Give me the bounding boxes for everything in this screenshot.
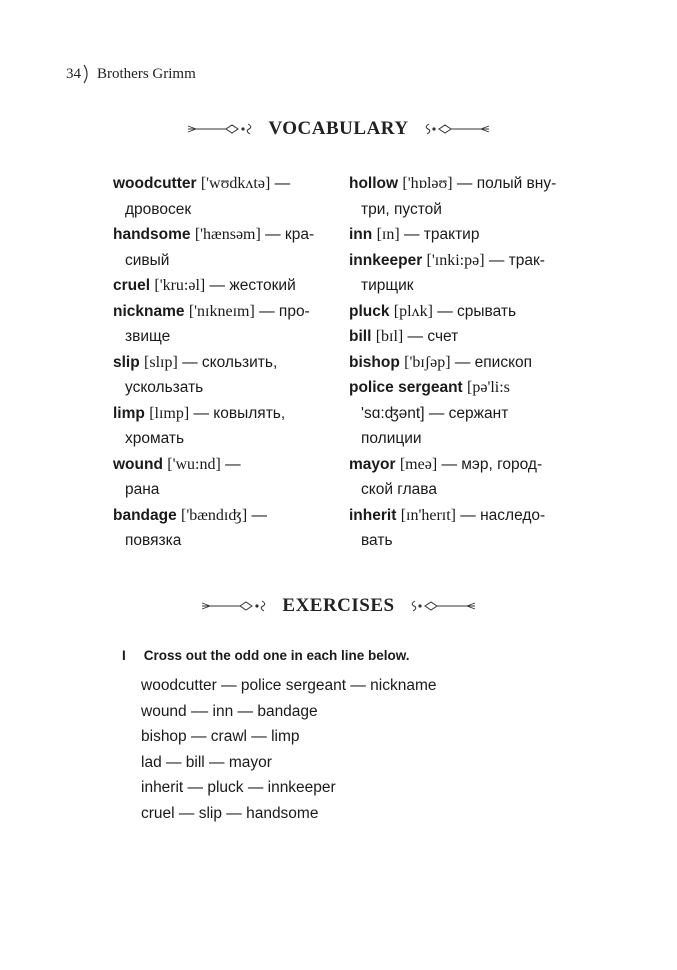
vocab-translation: — ковылять, [189, 404, 286, 422]
vocab-word: inn [349, 226, 373, 243]
vocab-transcription: ['wu:nd] [167, 455, 221, 473]
vocab-entry-line [349, 350, 579, 376]
vocabulary-title: VOCABULARY [268, 118, 409, 139]
vocabulary-right-column [349, 171, 579, 554]
vocab-entry-line [113, 222, 338, 248]
vocab-word: hollow [349, 175, 399, 192]
vocab-translation-continued: тирщик [361, 277, 414, 294]
vocab-translation: — [220, 455, 241, 473]
vocab-transcription: ['ɪnki:pə] [426, 251, 485, 269]
vocab-word: bandage [113, 506, 177, 524]
vocab-translation-continued: полиции [361, 430, 422, 447]
task-instruction: Cross out the odd one in each line below. [143, 648, 410, 663]
vocab-entry-line [113, 452, 338, 478]
vocab-translation: — трак- [484, 251, 545, 269]
vocab-translation: — счет [403, 328, 459, 345]
exercise-word-line: wound –– inn — bandage [141, 702, 318, 720]
vocab-translation: — [270, 175, 291, 192]
page-number: 34 [66, 65, 81, 82]
vocab-word: limp [113, 404, 145, 422]
vocab-word: cruel [113, 277, 151, 294]
vocab-word: police sergeant [349, 379, 463, 396]
vocab-entry-line [113, 350, 338, 376]
vocab-word: handsome [113, 226, 191, 243]
vocab-transcription: ['hænsəm] [194, 226, 261, 243]
right-flourish-icon [423, 122, 491, 136]
vocab-translation: — про- [254, 302, 310, 320]
vocab-entry-line [349, 452, 579, 478]
vocab-translation-continued: повязка [125, 532, 182, 549]
vocab-entry-line [349, 222, 579, 248]
vocab-translation-continued: хромать [125, 430, 185, 447]
vocab-transcription: ['bɪʃəp] [404, 353, 451, 371]
vocab-word: nickname [113, 302, 185, 320]
right-flourish-icon [409, 599, 477, 613]
vocab-entry-line [113, 273, 338, 299]
exercises-title: EXERCISES [282, 595, 395, 616]
vocab-transcription: [ɪn] [376, 226, 400, 243]
left-flourish-icon [186, 122, 254, 136]
vocab-entry-line [349, 503, 579, 529]
vocab-translation-continued: вать [361, 532, 393, 549]
vocab-translation-continued: 'sɑ:ʤənt] — сержант [361, 404, 509, 422]
vocab-translation-continued: три, пустой [361, 200, 442, 218]
vocab-entry-line [113, 171, 338, 197]
vocab-translation: — трактир [399, 226, 480, 243]
vocab-word: slip [113, 353, 140, 371]
vocab-transcription: [ɪn'herɪt] [400, 506, 456, 524]
vocab-entry-line [349, 299, 579, 325]
exercise-word-line: woodcutter — police sergeant — nickname [141, 677, 437, 694]
left-flourish-icon [200, 599, 268, 613]
vocab-entry-line [113, 401, 338, 427]
vocab-entry-line [349, 324, 579, 350]
vocab-word: bishop [349, 353, 400, 371]
vocab-word: pluck [349, 302, 390, 320]
vocab-word: woodcutter [113, 175, 197, 192]
vocab-translation: — скользить, [177, 353, 278, 371]
vocab-transcription: [bɪl] [375, 328, 404, 345]
exercise-word-line: cruel — slip — handsome [141, 804, 319, 822]
vocab-transcription: ['wʊdkʌtə] [200, 175, 271, 192]
page-number-arc-ornament [82, 64, 91, 84]
exercise-word-line: inherit — pluck — innkeeper [141, 779, 336, 796]
book-title: Brothers Grimm [97, 65, 196, 82]
exercise-word-line: bishop — crawl — limp [141, 728, 300, 745]
vocab-translation: — [247, 506, 268, 524]
vocabulary-left-column [113, 171, 338, 554]
task-number: I [122, 648, 126, 663]
vocab-entry-line [113, 503, 338, 529]
vocab-word: inherit [349, 506, 397, 524]
vocab-translation: — епископ [450, 353, 533, 371]
vocab-translation-continued: ской глава [361, 481, 437, 498]
vocab-translation-continued: ускользать [125, 379, 204, 396]
vocab-transcription: [pə'li:s [467, 379, 510, 396]
running-header [66, 63, 196, 85]
vocab-transcription: ['hɒləʊ] [402, 175, 453, 192]
vocab-translation: — срывать [432, 302, 517, 320]
exercises-heading [0, 595, 677, 617]
vocab-transcription: ['nɪkneɪm] [188, 302, 255, 320]
vocab-word: wound [113, 455, 163, 473]
vocab-translation-continued: рана [125, 481, 160, 498]
exercise-task-heading [122, 648, 410, 663]
vocab-word: innkeeper [349, 251, 423, 269]
vocab-translation: — жестокий [205, 277, 296, 294]
vocab-translation: — кра- [260, 226, 315, 243]
exercise-word-line: lad — bill — mayor [141, 753, 272, 771]
vocab-transcription: [slɪp] [144, 353, 178, 371]
vocab-translation-continued: звище [125, 328, 171, 345]
vocab-transcription: ['kru:əl] [154, 277, 206, 294]
exercise-word-lines [141, 673, 437, 826]
vocab-entry-line [349, 171, 579, 197]
vocab-translation: — полый вну- [452, 175, 557, 192]
vocab-word: bill [349, 328, 372, 345]
vocab-entry-line [349, 375, 579, 401]
vocab-translation-continued: дровосек [125, 200, 192, 218]
vocab-word: mayor [349, 455, 396, 473]
vocab-entry-line [349, 248, 579, 274]
vocab-translation: — мэр, город- [437, 455, 543, 473]
vocabulary-heading [0, 118, 677, 140]
vocab-entry-line [113, 299, 338, 325]
vocab-translation: — наследо- [456, 506, 546, 524]
vocab-transcription: ['bændɪʤ] [181, 506, 248, 524]
vocab-translation-continued: сивый [125, 251, 170, 269]
vocab-transcription: [lɪmp] [149, 404, 190, 422]
vocab-transcription: [meə] [399, 455, 438, 473]
vocab-transcription: [plʌk] [393, 302, 433, 320]
